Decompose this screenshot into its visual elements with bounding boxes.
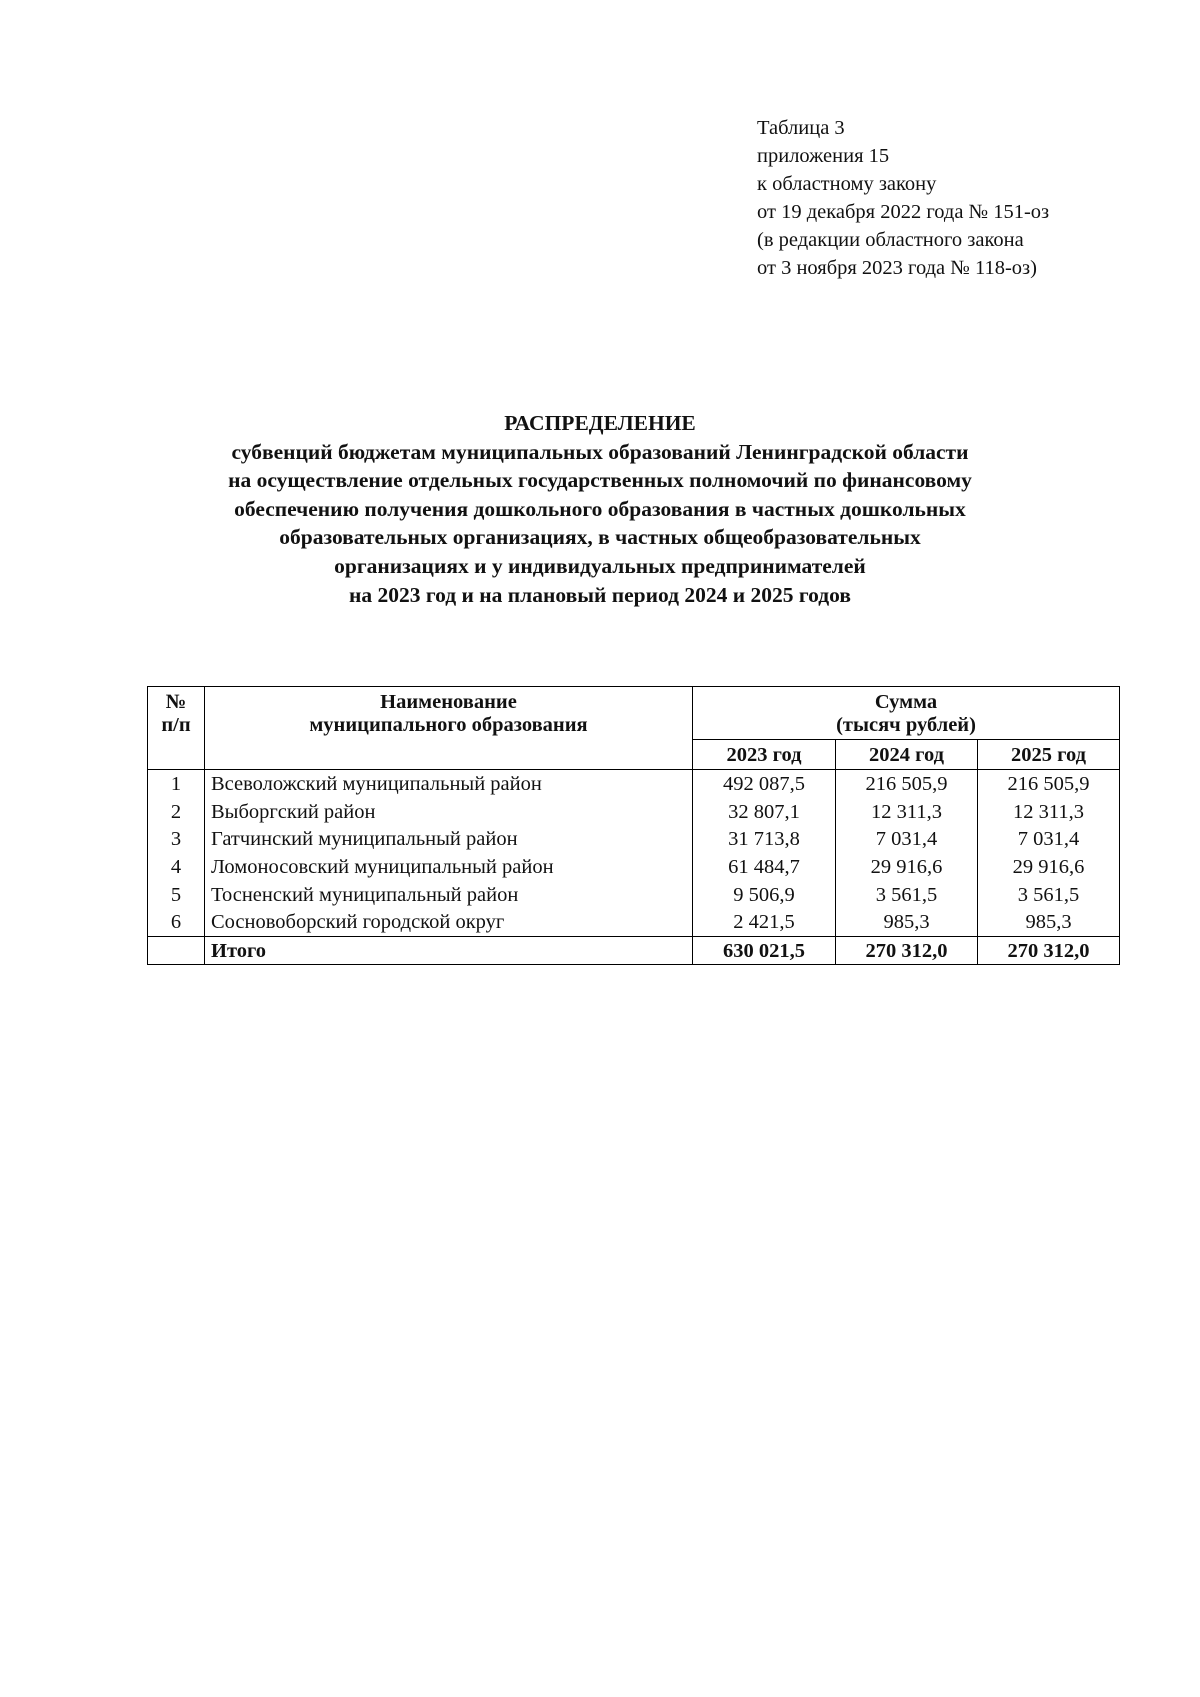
appendix-line: Таблица 3 [757,117,845,139]
title-heading: РАСПРЕДЕЛЕНИЕ [504,411,696,435]
row-value-2025: 985,3 [978,908,1120,936]
row-value-2023: 61 484,7 [693,853,836,881]
row-value-2025: 3 561,5 [978,881,1120,909]
table-row [148,908,1120,936]
row-name: Сосновоборский городской округ [205,908,693,936]
table-row [148,881,1120,909]
row-number: 3 [148,825,205,853]
table-header-row [148,687,1120,740]
row-value-2024: 29 916,6 [836,853,978,881]
appendix-line: (в редакции областного закона [757,229,1024,251]
total-value-2024: 270 312,0 [836,937,978,965]
row-value-2023: 2 421,5 [693,908,836,936]
header-year-2025: 2025 год [978,740,1120,770]
table-total-row [148,937,1120,965]
row-number: 6 [148,908,205,936]
subtitle-line: на 2023 год и на плановый период 2024 и 2025 годов [349,582,851,607]
row-name: Ломоносовский муниципальный район [205,853,693,881]
row-value-2024: 7 031,4 [836,825,978,853]
row-value-2023: 32 807,1 [693,798,836,826]
header-year-2023: 2023 год [693,740,836,770]
row-name: Выборгский район [205,798,693,826]
row-number: 1 [148,770,205,798]
distribution-table [147,686,1120,965]
row-value-2025: 7 031,4 [978,825,1120,853]
row-value-2023: 31 713,8 [693,825,836,853]
row-name: Всеволожский муниципальный район [205,770,693,798]
row-value-2024: 985,3 [836,908,978,936]
row-value-2024: 12 311,3 [836,798,978,826]
table-row [148,770,1120,798]
total-label: Итого [205,937,693,965]
appendix-line: от 19 декабря 2022 года № 151-оз [757,201,1050,223]
subtitle-line: обеспечению получения дошкольного образования в частных дошкольных [234,496,966,521]
row-value-2025: 29 916,6 [978,853,1120,881]
row-number: 2 [148,798,205,826]
row-value-2024: 216 505,9 [836,770,978,798]
subtitle-line: субвенций бюджетам муниципальных образований Ленинградской области [231,439,969,464]
subtitle-line: образовательных организациях, в частных общеобразовательных [279,525,921,550]
header-number: № п/п [148,687,205,770]
row-value-2023: 492 087,5 [693,770,836,798]
total-number-cell [148,937,205,965]
appendix-line: к областному закону [757,173,937,195]
row-value-2025: 216 505,9 [978,770,1120,798]
header-name: Наименование муниципального образования [205,687,693,770]
row-name: Тосненский муниципальный район [205,881,693,909]
table-row [148,798,1120,826]
table-row [148,825,1120,853]
table-row [148,853,1120,881]
row-number: 5 [148,881,205,909]
header-year-2024: 2024 год [836,740,978,770]
total-value-2023: 630 021,5 [693,937,836,965]
header-sum: Сумма (тысяч рублей) [693,687,1120,740]
subtitle-line: на осуществление отдельных государственных полномочий по финансовому [228,468,972,493]
row-value-2025: 12 311,3 [978,798,1120,826]
row-number: 4 [148,853,205,881]
row-value-2024: 3 561,5 [836,881,978,909]
row-name: Гатчинский муниципальный район [205,825,693,853]
appendix-note [757,114,1049,282]
subtitle-line: организациях и у индивидуальных предпринимателей [334,553,866,578]
document-title [0,409,1200,609]
appendix-line: приложения 15 [757,145,890,167]
total-value-2025: 270 312,0 [978,937,1120,965]
appendix-line: от 3 ноября 2023 года № 118-оз) [757,257,1037,279]
row-value-2023: 9 506,9 [693,881,836,909]
